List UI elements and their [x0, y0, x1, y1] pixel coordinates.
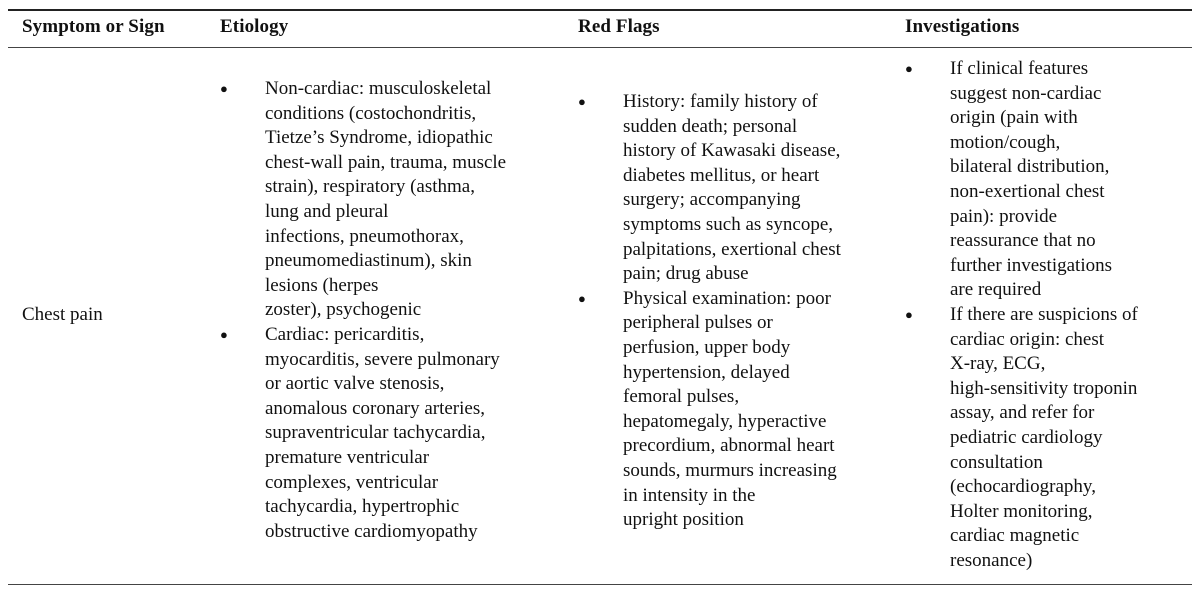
bullet-line: hepatomegaly, hyperactive [623, 410, 827, 432]
bullet-line: supraventricular tachycardia, [265, 422, 486, 444]
bullet-line: precordium, abnormal heart [623, 435, 835, 457]
header-rule [8, 47, 1192, 48]
table-bottom-rule [8, 584, 1192, 585]
bullet-line: bilateral distribution, [950, 156, 1110, 178]
bullet-line: myocarditis, severe pulmonary [265, 348, 500, 370]
bullet-line: Tietze’s Syndrome, idiopathic [265, 127, 493, 149]
bullet-line: non-exertional chest [950, 180, 1105, 202]
red-flags-list [578, 90, 898, 533]
header-symptom: Symptom or Sign [22, 16, 165, 37]
bullet-line: symptoms such as syncope, [623, 213, 834, 235]
bullet-line: pediatric cardiology [950, 426, 1103, 448]
bullet-line: ● Physical examination: poor [623, 287, 831, 309]
bullet-line: resonance) [950, 549, 1033, 571]
bullet-line: pain; drug abuse [623, 263, 749, 285]
bullet-line: infections, pneumothorax, [265, 225, 464, 247]
bullet-item [220, 323, 565, 544]
header-investigations: Investigations [905, 16, 1020, 37]
bullet-line: peripheral pulses or [623, 312, 773, 334]
bullet-line: cardiac magnetic [950, 525, 1080, 547]
bullet-line: ● If there are suspicions of [950, 303, 1138, 325]
bullet-line: palpitations, exertional chest [623, 238, 841, 260]
etiology-list [220, 77, 565, 544]
bullet-line: ● History: family history of [623, 91, 818, 112]
bullet-line: complexes, ventricular [265, 471, 439, 493]
bullet-item [578, 287, 898, 533]
bullet-line: hypertension, delayed [623, 361, 790, 383]
bullet-line: sounds, murmurs increasing [623, 459, 837, 481]
etiology-cell [220, 77, 565, 544]
red-flags-cell [578, 90, 898, 533]
header-red-flags: Red Flags [578, 16, 660, 37]
bullet-line: reassurance that no [950, 230, 1096, 252]
bullet-line: consultation [950, 451, 1043, 473]
bullet-line: perfusion, upper body [623, 336, 791, 358]
table-top-rule [8, 9, 1192, 11]
bullet-item [905, 57, 1195, 303]
bullet-line: high-sensitivity troponin [950, 377, 1138, 399]
bullet-line: femoral pulses, [623, 386, 740, 408]
bullet-line: assay, and refer for [950, 402, 1095, 424]
bullet-line: premature ventricular [265, 446, 430, 468]
bullet-line: lesions (herpes [265, 274, 379, 296]
bullet-line: or aortic valve stenosis, [265, 373, 445, 395]
bullet-line: zoster), psychogenic [265, 299, 422, 321]
bullet-item [578, 90, 898, 287]
bullet-line: tachycardia, hypertrophic [265, 496, 460, 518]
bullet-line: motion/cough, [950, 131, 1061, 153]
bullet-line: diabetes mellitus, or heart [623, 164, 820, 186]
bullet-line: ● Non-cardiac: musculoskeletal [265, 78, 492, 99]
bullet-line: chest-wall pain, trauma, muscle [265, 151, 507, 173]
bullet-line: pain): provide [950, 205, 1058, 227]
bullet-line: obstructive cardiomyopathy [265, 520, 478, 542]
bullet-line: cardiac origin: chest [950, 328, 1105, 350]
investigations-cell [905, 57, 1195, 573]
bullet-item [905, 303, 1195, 574]
bullet-line: sudden death; personal [623, 115, 798, 137]
bullet-line: history of Kawasaki disease, [623, 140, 841, 162]
bullet-line: lung and pleural [265, 200, 389, 222]
bullet-line: are required [950, 279, 1042, 301]
bullet-line: strain), respiratory (asthma, [265, 176, 475, 198]
bullet-line: origin (pain with [950, 107, 1078, 129]
bullet-line: further investigations [950, 254, 1112, 276]
bullet-line: pneumomediastinum), skin [265, 250, 472, 272]
bullet-line: in intensity in the [623, 484, 756, 506]
bullet-line: ● Cardiac: pericarditis, [265, 323, 425, 345]
header-etiology: Etiology [220, 16, 289, 37]
bullet-line: suggest non-cardiac [950, 82, 1102, 104]
bullet-line: Holter monitoring, [950, 500, 1093, 522]
bullet-line: X-ray, ECG, [950, 353, 1046, 375]
investigations-list [905, 57, 1195, 573]
bullet-line: surgery; accompanying [623, 189, 801, 211]
bullet-line: conditions (costochondritis, [265, 102, 477, 124]
bullet-line: (echocardiography, [950, 476, 1096, 498]
bullet-line: anomalous coronary arteries, [265, 397, 485, 419]
symptom-cell: Chest pain [22, 304, 103, 325]
bullet-line: ● If clinical features [950, 58, 1089, 79]
bullet-line: upright position [623, 509, 744, 531]
bullet-item [220, 77, 565, 323]
